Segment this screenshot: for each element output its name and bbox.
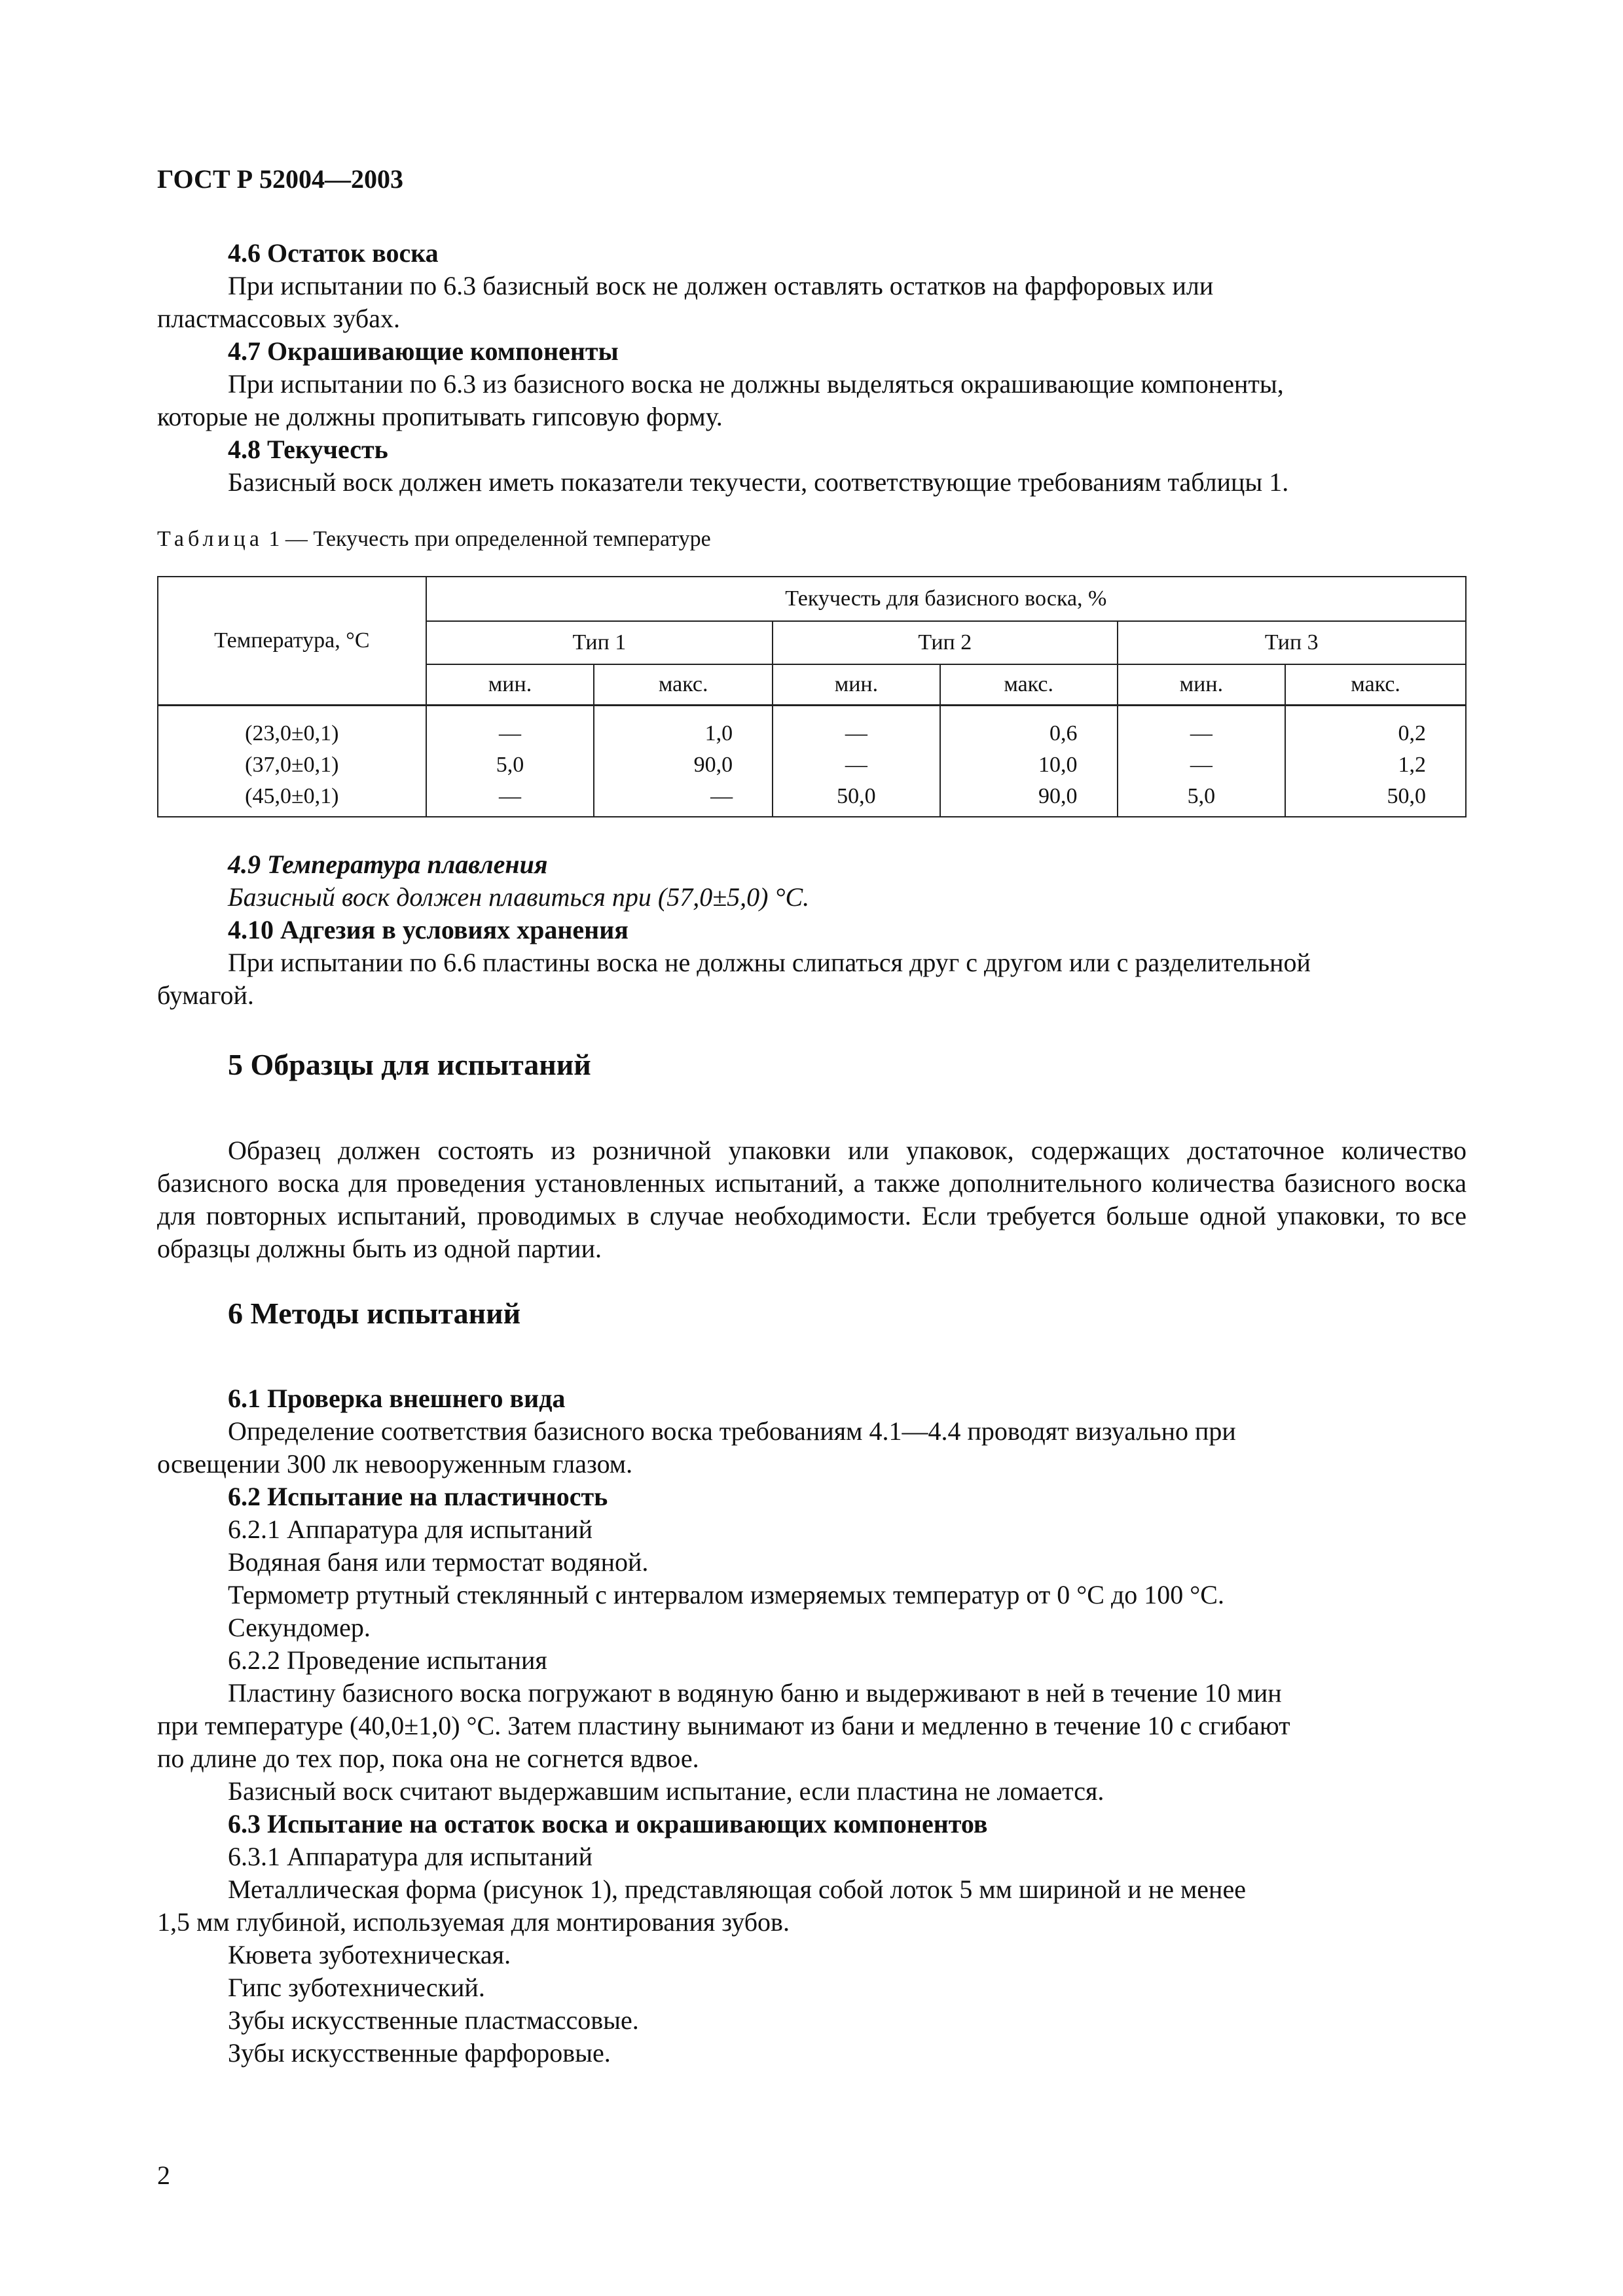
heading-4-7: 4.7 Окрашивающие компоненты — [228, 336, 619, 366]
heading-4-9: 4.9 Температура плавления — [228, 850, 548, 879]
section-5-paragraph: Образец должен состоять из розничной упаковки или упаковок, содержащих достаточное количество базисного воска для проведения установленных испытаний, а также дополнительного количества базисного воска для повторных испытаний, проводимых в случае необходимости. Если требуется больше одной упаковки, то все образцы должны быть из одной партии. — [157, 1136, 1467, 1263]
heading-4-6: 4.6 Остаток воска — [228, 238, 439, 268]
col-header-type1-max: макс. — [594, 664, 773, 705]
col-header-type2-max: макс. — [940, 664, 1118, 705]
cell-type1-max: 1,0 90,0 — — [594, 705, 773, 817]
cell-temperatures: (23,0±0,1) (37,0±0,1) (45,0±0,1) — [158, 705, 426, 817]
item-stopwatch: Секундомер. — [228, 1613, 371, 1642]
item-porcelain-teeth: Зубы искусственные фарфоровые. — [228, 2038, 611, 2068]
text-6-2-2-line2: при температуре (40,0±1,0) °С. Затем пластину вынимают из бани и медленно в течение 10 с сгибают — [157, 1711, 1290, 1740]
section-4-9-4-10 — [157, 848, 1467, 1012]
text-4-7-line2: которые не должны пропитывать гипсовую форму. — [157, 402, 723, 431]
item-plastic-teeth: Зубы искусственные пластмассовые. — [228, 2005, 639, 2035]
heading-6-3-1: 6.3.1 Аппаратура для испытаний — [228, 1842, 593, 1871]
col-header-flow: Текучесть для базисного воска, % — [426, 577, 1466, 621]
col-header-temperature: Температура, °С — [158, 577, 426, 705]
text-6-2-2-result: Базисный воск считают выдержавшим испытание, если пластина не ломается. — [228, 1776, 1104, 1806]
text-6-1-line2: освещении 300 лк невооруженным глазом. — [157, 1449, 633, 1479]
text-4-10-line2: бумагой. — [157, 980, 254, 1010]
text-6-2-2-line3: по длине до тех пор, пока она не согнется вдвое. — [157, 1744, 699, 1773]
heading-6-1: 6.1 Проверка внешнего вида — [228, 1384, 566, 1413]
section-4-6-to-4-8 — [157, 237, 1467, 499]
section-5-heading: 5 Образцы для испытаний — [228, 1048, 591, 1081]
text-4-9-line1: Базисный воск должен плавиться при (57,0±5,0) °С. — [228, 882, 810, 912]
section-6-body — [157, 1382, 1467, 2070]
text-6-3-1-line2: 1,5 мм глубиной, используемая для монтирования зубов. — [157, 1907, 790, 1937]
table-caption-label: Таблица — [157, 527, 263, 551]
cell-type2-max: 0,6 10,0 90,0 — [940, 705, 1118, 817]
section-6-heading: 6 Методы испытаний — [228, 1297, 521, 1330]
col-header-type1: Тип 1 — [426, 621, 773, 664]
cell-type3-max: 0,2 1,2 50,0 — [1285, 705, 1466, 817]
heading-4-10: 4.10 Адгезия в условиях хранения — [228, 915, 629, 944]
col-header-type1-min: мин. — [426, 664, 594, 705]
heading-6-2-1: 6.2.1 Аппаратура для испытаний — [228, 1515, 593, 1544]
text-4-8-line1: Базисный воск должен иметь показатели текучести, соответствующие требованиям таблицы 1. — [228, 467, 1289, 497]
item-water-bath: Водяная баня или термостат водяной. — [228, 1547, 649, 1577]
text-4-6-line1: При испытании по 6.3 базисный воск не должен оставлять остатков на фарфоровых или — [228, 271, 1214, 300]
text-6-2-2-line1: Пластину базисного воска погружают в водяную баню и выдерживают в ней в течение 10 мин — [228, 1678, 1282, 1708]
text-6-1-line1: Определение соответствия базисного воска требованиям 4.1—4.4 проводят визуально при — [228, 1416, 1236, 1446]
heading-6-2-2: 6.2.2 Проведение испытания — [228, 1645, 547, 1675]
col-header-type2-min: мин. — [773, 664, 940, 705]
text-6-3-1-line1: Металлическая форма (рисунок 1), представляющая собой лоток 5 мм шириной и не менее — [228, 1874, 1246, 1904]
text-4-7-line1: При испытании по 6.3 из базисного воска не должны выделяться окрашивающие компоненты, — [228, 369, 1284, 399]
flow-table — [157, 576, 1467, 817]
heading-6-3: 6.3 Испытание на остаток воска и окрашивающих компонентов — [228, 1809, 988, 1839]
heading-6-2: 6.2 Испытание на пластичность — [228, 1482, 608, 1511]
table-caption-text: 1 — Текучесть при определенной температуре — [263, 527, 711, 551]
heading-4-8: 4.8 Текучесть — [228, 435, 388, 464]
cell-type3-min: — — 5,0 — [1118, 705, 1286, 817]
text-4-6-line2: пластмассовых зубах. — [157, 304, 400, 333]
col-header-type3-max: макс. — [1285, 664, 1466, 705]
text-4-10-line1: При испытании по 6.6 пластины воска не должны слипаться друг с другом или с разделительной — [228, 948, 1311, 977]
cell-type1-min: — 5,0 — — [426, 705, 594, 817]
item-gypsum: Гипс зуботехнический. — [228, 1973, 485, 2002]
item-thermometer: Термометр ртутный стеклянный с интервалом измеряемых температур от 0 °С до 100 °С. — [228, 1580, 1224, 1609]
col-header-type3-min: мин. — [1118, 664, 1286, 705]
item-cuvette: Кювета зуботехническая. — [228, 1940, 511, 1969]
cell-type2-min: — — 50,0 — [773, 705, 940, 817]
table-caption — [157, 527, 711, 552]
col-header-type2: Тип 2 — [773, 621, 1117, 664]
standard-header: ГОСТ Р 52004—2003 — [157, 164, 404, 194]
page-number: 2 — [157, 2161, 170, 2190]
col-header-type3: Тип 3 — [1118, 621, 1466, 664]
